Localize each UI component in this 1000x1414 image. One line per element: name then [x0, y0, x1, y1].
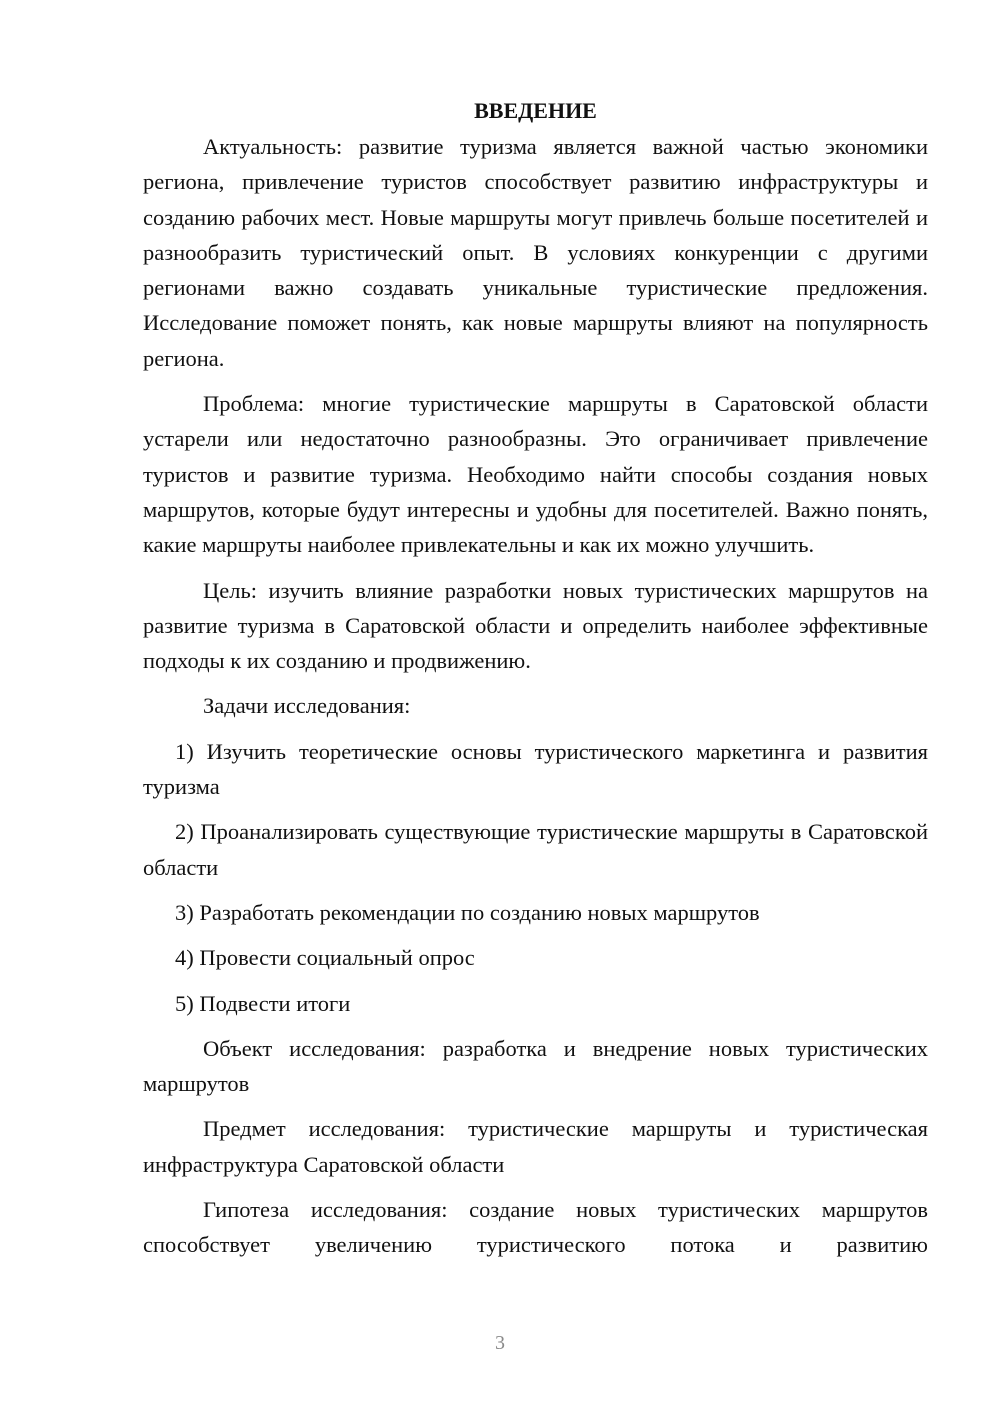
task-item-1: 1) Изучить теоретические основы туристического маркетинга и развития туризма	[143, 738, 928, 800]
paragraph-object: Объект исследования: разработка и внедрение новых туристических маршрутов	[143, 1035, 928, 1097]
section-heading: ВВЕДЕНИЕ	[474, 98, 597, 123]
paragraph-subject: Предмет исследования: туристические маршруты и туристическая инфраструктура Саратовской области	[143, 1116, 928, 1177]
task-item-2: 2) Проанализировать существующие туристические маршруты в Саратовской области	[143, 819, 928, 880]
page-number: 3	[495, 1332, 505, 1354]
task-item-5: 5) Подвести итоги	[175, 990, 351, 1016]
task-item-4: 4) Провести социальный опрос	[175, 945, 475, 971]
paragraph-hypothesis: Гипотеза исследования: создание новых туристических маршрутов способствует увеличению туристического потока и развитию	[143, 1197, 928, 1258]
task-item-3: 3) Разработать рекомендации по созданию новых маршрутов	[175, 899, 760, 925]
document-body	[143, 93, 928, 1273]
paragraph-tasks-title: Задачи исследования:	[203, 693, 411, 719]
paragraph-relevance: Актуальность: развитие туризма является важной частью экономики региона, привлечение туристов способствует развитию инфраструктуры и созданию рабочих мест. Новые маршруты могут привлечь больше посетителей и разнообразить туристический опыт. В условиях конкуренции с другими регионами важно создавать уникальные туристические предложения. Исследование поможет понять, как новые маршруты влияют на популярность региона.	[143, 134, 928, 371]
paragraph-problem: Проблема: многие туристические маршруты в Саратовской области устарели или недостаточно разнообразны. Это ограничивает привлечение туристов и развитие туризма. Необходимо найти способы создания новых маршрутов, которые будут интересны и удобны для посетителей. Важно понять, какие маршруты наиболее привлекательны и как их можно улучшить.	[143, 391, 928, 558]
paragraph-goal: Цель: изучить влияние разработки новых туристических маршрутов на развитие туризма в Саратовской области и определить наиболее эффективные подходы к их созданию и продвижению.	[143, 577, 928, 674]
